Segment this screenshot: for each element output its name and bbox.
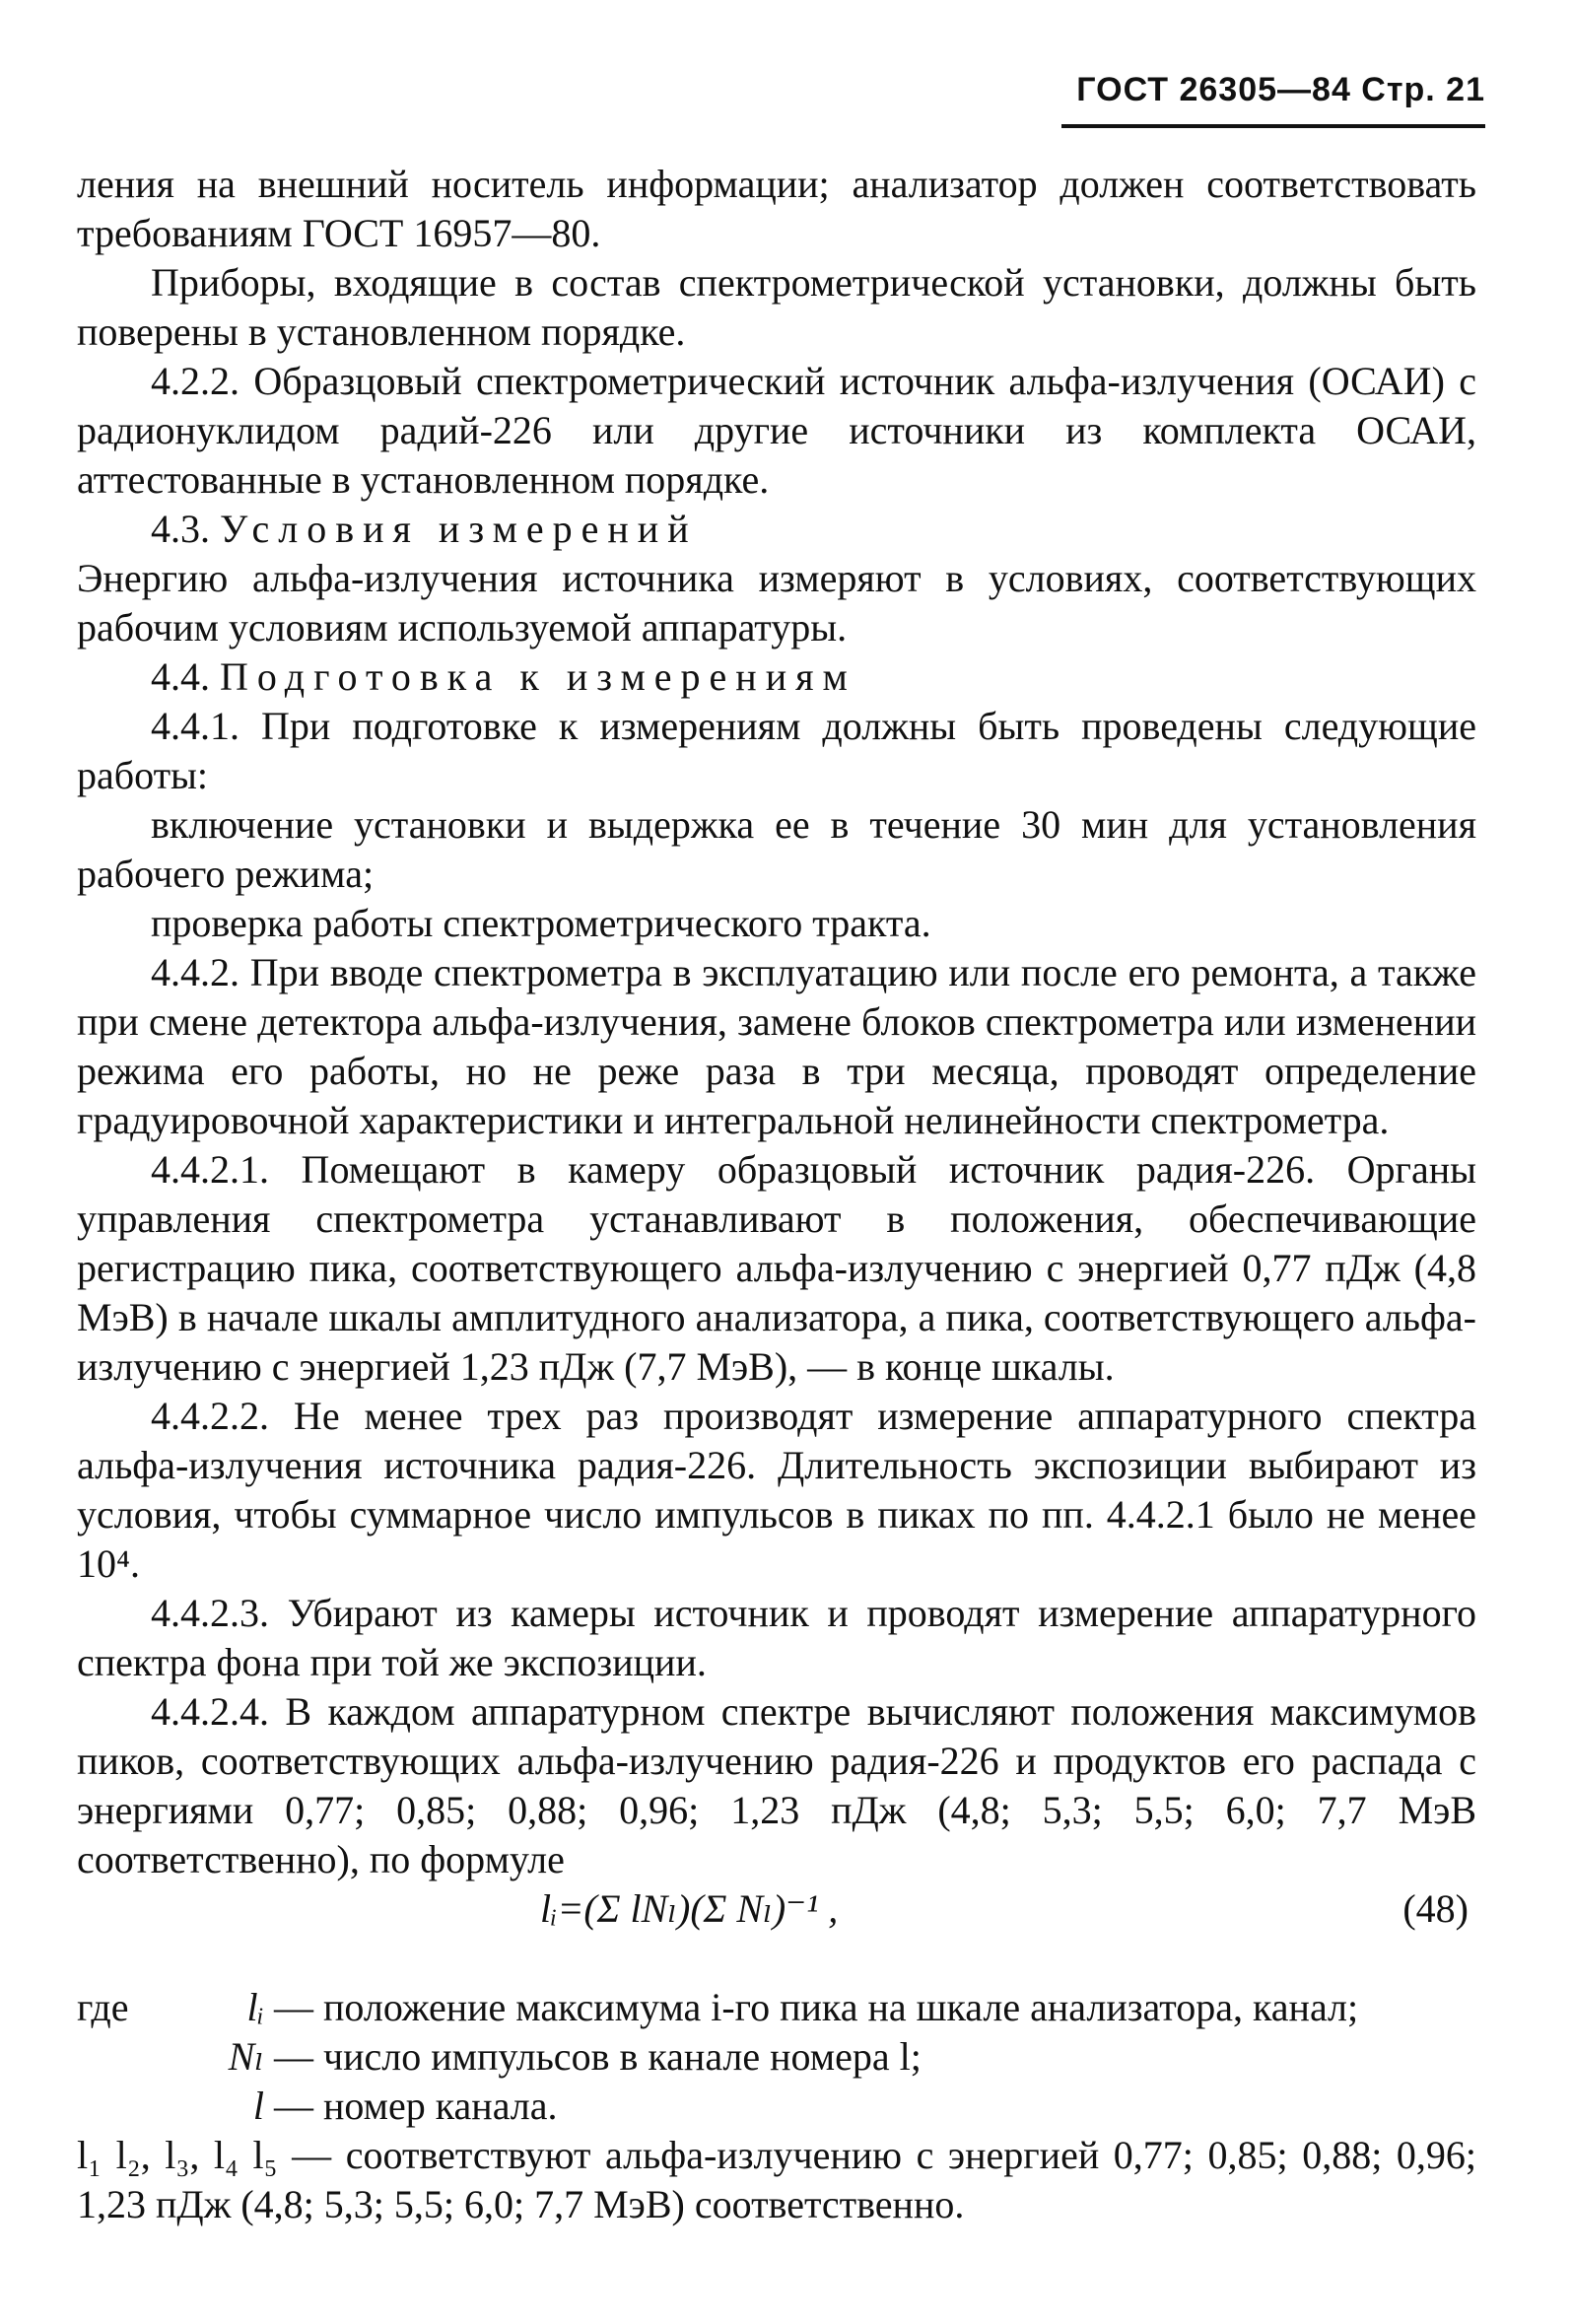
formula-expression: lᵢ=(Σ lNₗ)(Σ Nₗ)⁻¹ , — [540, 1886, 839, 1931]
formula-number: (48) — [1402, 1886, 1469, 1931]
header-rule — [1061, 124, 1485, 128]
page-header — [1076, 71, 1485, 109]
section-heading-4-4 — [77, 652, 1476, 702]
where-last-item: l₁ l₂, l₃, l₄ l₅ — соответствуют альфа-излучению с энергией 0,77; 0,85; 0,88; 0,96; 1,23 пДж (4,8; 5,3; 5,5; 6,0; 7,7 МэВ) соответственно. — [77, 2133, 1476, 2226]
where-definition: — положение максимума i-го пика на шкале анализатора, канал; — [274, 1985, 1359, 2029]
paragraph: 4.4.2.2. Не менее трех раз производят измерение аппаратурного спектра альфа-излучения источника радия-226. Длительность экспозиции выбирают из условия, чтобы суммарное число импульсов в пиках по пп. 4.4.2.1 было не менее 10⁴. — [77, 1394, 1476, 1586]
where-intro: где — [77, 1985, 129, 2029]
paragraph: проверка работы спектрометрического тракта. — [151, 901, 931, 945]
paragraph: 4.2.2. Образцовый спектрометрический источник альфа-излучения (ОСАИ) с радионуклидом радий-226 или другие источники из комплекта ОСАИ, аттестованные в установленном порядке. — [77, 359, 1476, 502]
where-key: l — [252, 2084, 264, 2128]
paragraph: 4.4.1. При подготовке к измерениям должны быть проведены следующие работы: — [77, 704, 1476, 797]
paragraph: Энергию альфа-излучения источника измеряют в условиях, соответствующих рабочим условиям используемой аппаратуры. — [77, 556, 1476, 649]
paragraph: ления на внешний носитель информации; анализатор должен соответствовать требованиям ГОСТ 16957—80. — [77, 162, 1476, 255]
section-heading-4-3 — [77, 505, 1476, 554]
where-key: Nₗ — [228, 2034, 264, 2079]
paragraph: 4.4.2.1. Помещают в камеру образцовый источник радия-226. Органы управления спектрометра устанавливают в положения, обеспечивающие регистрацию пика, соответствующего альфа-излучению с энергией 0,77 пДж (4,8 МэВ) в начале шкалы амплитудного анализатора, а пика, соответствующего альфа-излучению с энергией 1,23 пДж (7,7 МэВ), — в конце шкалы. — [77, 1147, 1476, 1389]
paragraph: 4.4.2. При вводе спектрометра в эксплуатацию или после его ремонта, а также при смене детектора альфа-излучения, замене блоков спектрометра или изменении режима его работы, но не реже раза в три месяца, проводят определение градуировочной характеристики и интегральной нелинейности спектрометра. — [77, 950, 1476, 1142]
document-body — [77, 160, 1476, 2229]
section-title: Условия измерений — [220, 507, 698, 551]
section-number: 4.3. — [151, 507, 210, 551]
paragraph: 4.4.2.3. Убирают из камеры источник и проводят измерение аппаратурного спектра фона при той же экспозиции. — [77, 1591, 1476, 1684]
where-key: lᵢ — [246, 1985, 264, 2029]
where-definition: — номер канала. — [274, 2084, 558, 2128]
where-definition: — число импульсов в канале номера l; — [274, 2034, 922, 2079]
paragraph: 4.4.2.4. В каждом аппаратурном спектре вычисляют положения максимумов пиков, соответствующих альфа-излучению радия-226 и продуктов его распада с энергиями 0,77; 0,85; 0,88; 0,96; 1,23 пДж (4,8; 5,3; 5,5; 6,0; 7,7 МэВ соответственно), по формуле — [77, 1689, 1476, 1881]
paragraph: включение установки и выдержка ее в течение 30 мин для установления рабочего режима; — [77, 802, 1476, 896]
where-block — [77, 1983, 1476, 2131]
formula-48 — [77, 1884, 1476, 1983]
header-text: ГОСТ 26305—84 Стр. 21 — [1076, 71, 1485, 108]
section-title: Подготовка к измерениям — [220, 654, 856, 699]
section-number: 4.4. — [151, 654, 210, 699]
paragraph: Приборы, входящие в состав спектрометрической установки, должны быть поверены в установленном порядке. — [77, 260, 1476, 354]
